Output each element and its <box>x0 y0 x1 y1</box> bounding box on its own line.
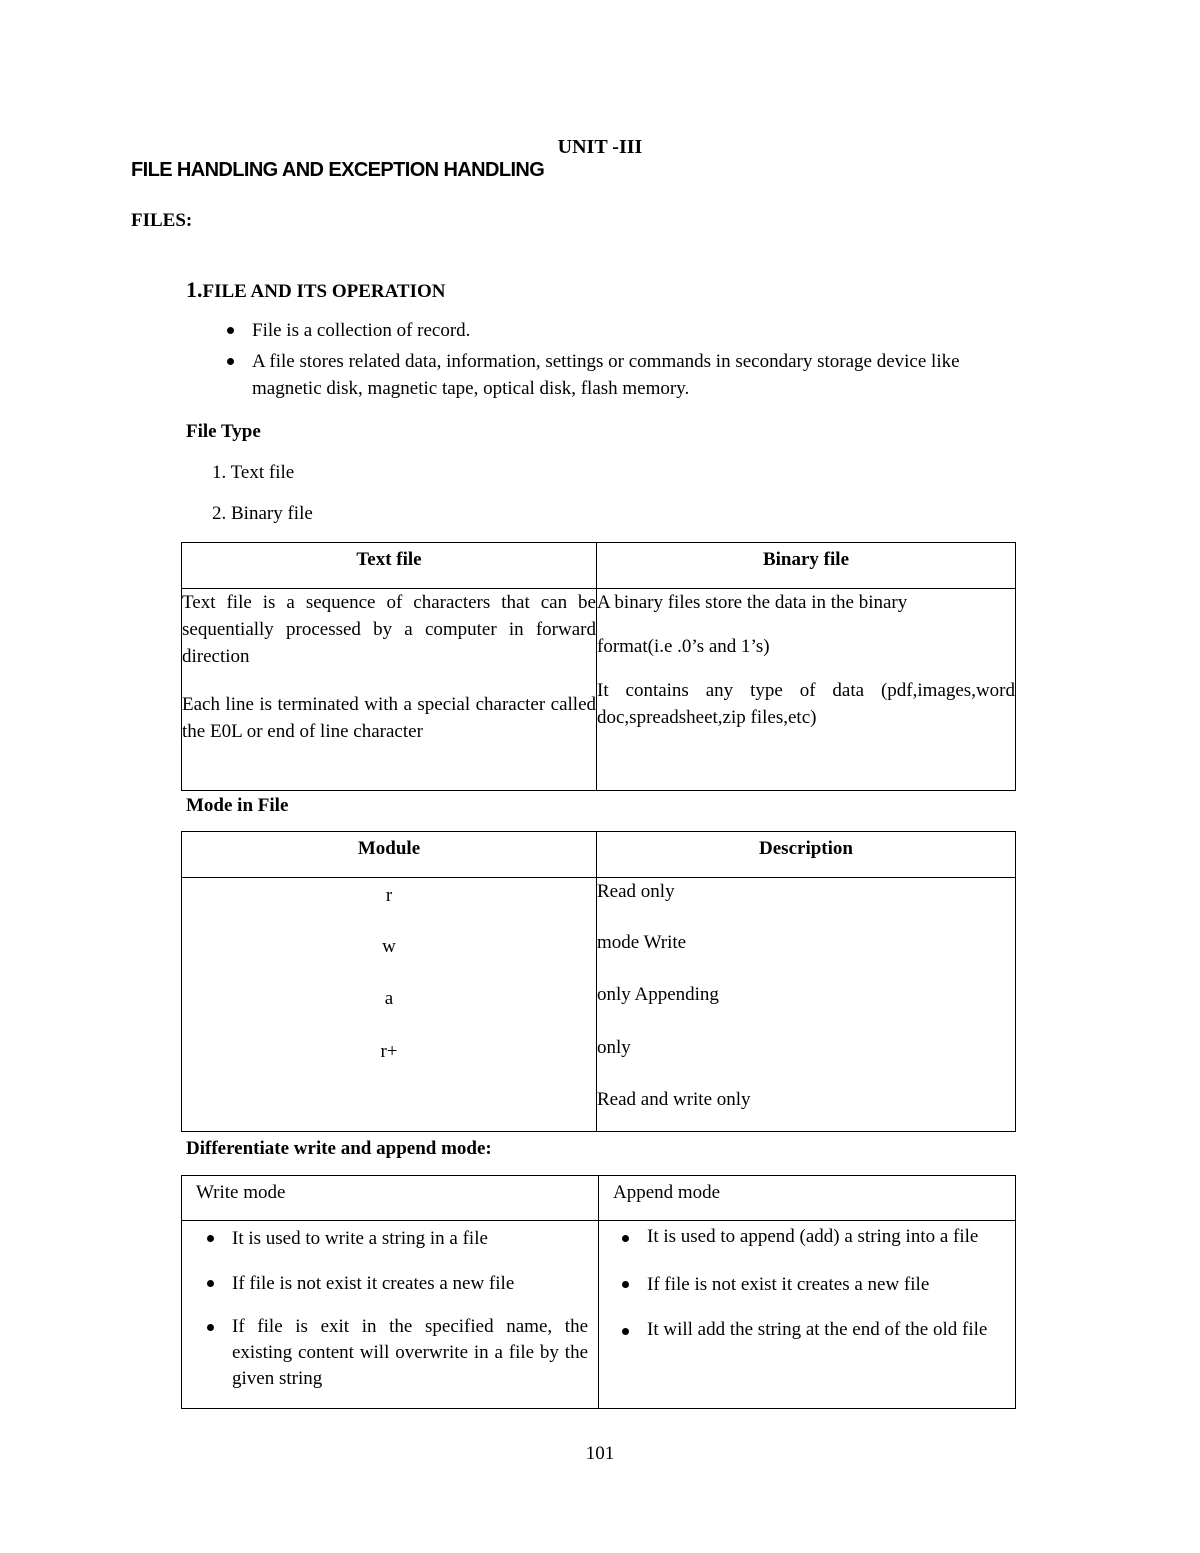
binary-file-description <box>597 589 1016 791</box>
list-item: If file is exit in the specified name, the existing content will overwrite in a file by the given string <box>202 1314 588 1392</box>
mode-item: a <box>384 988 394 1009</box>
page-title: FILE HANDLING AND EXCEPTION HANDLING <box>131 159 545 181</box>
write-mode-list <box>202 1225 588 1392</box>
text-file-para: Each line is terminated with a special character called the E0L or end of line character <box>182 694 596 742</box>
section-number: 1. <box>186 277 203 302</box>
append-mode-list <box>617 1225 1005 1342</box>
mode-description: Read only <box>597 881 675 902</box>
table-header-binary-file: Binary file <box>597 543 1016 589</box>
table-header-text-file: Text file <box>182 543 597 589</box>
list-item: If file is not exist it creates a new file <box>202 1270 588 1297</box>
file-type-item-text: 1. Text file <box>212 462 295 483</box>
mode-item: r <box>385 885 393 906</box>
table-header-description: Description <box>597 832 1016 878</box>
file-type-heading: File Type <box>186 421 261 442</box>
table-header-module: Module <box>182 832 597 878</box>
mode-table <box>181 831 1016 1132</box>
write-mode-points <box>182 1221 599 1409</box>
mode-item: r+ <box>380 1041 398 1062</box>
text-file-para: Text file is a sequence of characters that can be sequentially processed by a computer in forward direction <box>182 592 596 667</box>
table-header-write-mode: Write mode <box>182 1176 599 1221</box>
mode-heading: Mode in File <box>186 795 289 816</box>
file-type-table <box>181 542 1016 791</box>
append-mode-points <box>599 1221 1016 1409</box>
text-file-description <box>182 589 597 791</box>
mode-description-list <box>597 878 1016 1132</box>
list-item: It is used to write a string in a file <box>202 1225 588 1252</box>
mode-description: mode Write <box>597 932 687 953</box>
section-title: FILE AND ITS OPERATION <box>202 281 446 302</box>
mode-item: w <box>382 936 396 957</box>
intro-bullet-list <box>222 317 992 402</box>
mode-list <box>182 878 597 1132</box>
list-item: It will add the string at the end of the old file <box>617 1318 1005 1342</box>
list-item: File is a collection of record. <box>222 317 992 344</box>
page-number: 101 <box>585 1443 615 1464</box>
binary-file-para: A binary files store the data in the binary <box>597 592 908 613</box>
list-item: It is used to append (add) a string into a file <box>617 1225 1005 1248</box>
table-header-append-mode: Append mode <box>599 1176 1016 1221</box>
list-item: A file stores related data, information, settings or commands in secondary storage device like magnetic disk, magnetic tape, optical disk, flash memory. <box>222 348 992 402</box>
binary-file-para: format(i.e .0’s and 1’s) <box>597 636 770 657</box>
files-heading: FILES: <box>131 210 193 231</box>
write-append-table <box>181 1175 1016 1409</box>
section-heading <box>186 277 446 303</box>
mode-description: only Appending <box>597 984 719 1005</box>
diff-heading: Differentiate write and append mode: <box>186 1138 492 1159</box>
list-item: If file is not exist it creates a new file <box>617 1271 1005 1298</box>
file-type-item-binary: 2. Binary file <box>212 503 313 524</box>
binary-file-para: It contains any type of data (pdf,images,word doc,spreadsheet,zip files,etc) <box>597 680 1015 728</box>
mode-description: Read and write only <box>597 1089 751 1110</box>
mode-description: only <box>597 1037 631 1058</box>
unit-label: UNIT -III <box>557 136 643 158</box>
